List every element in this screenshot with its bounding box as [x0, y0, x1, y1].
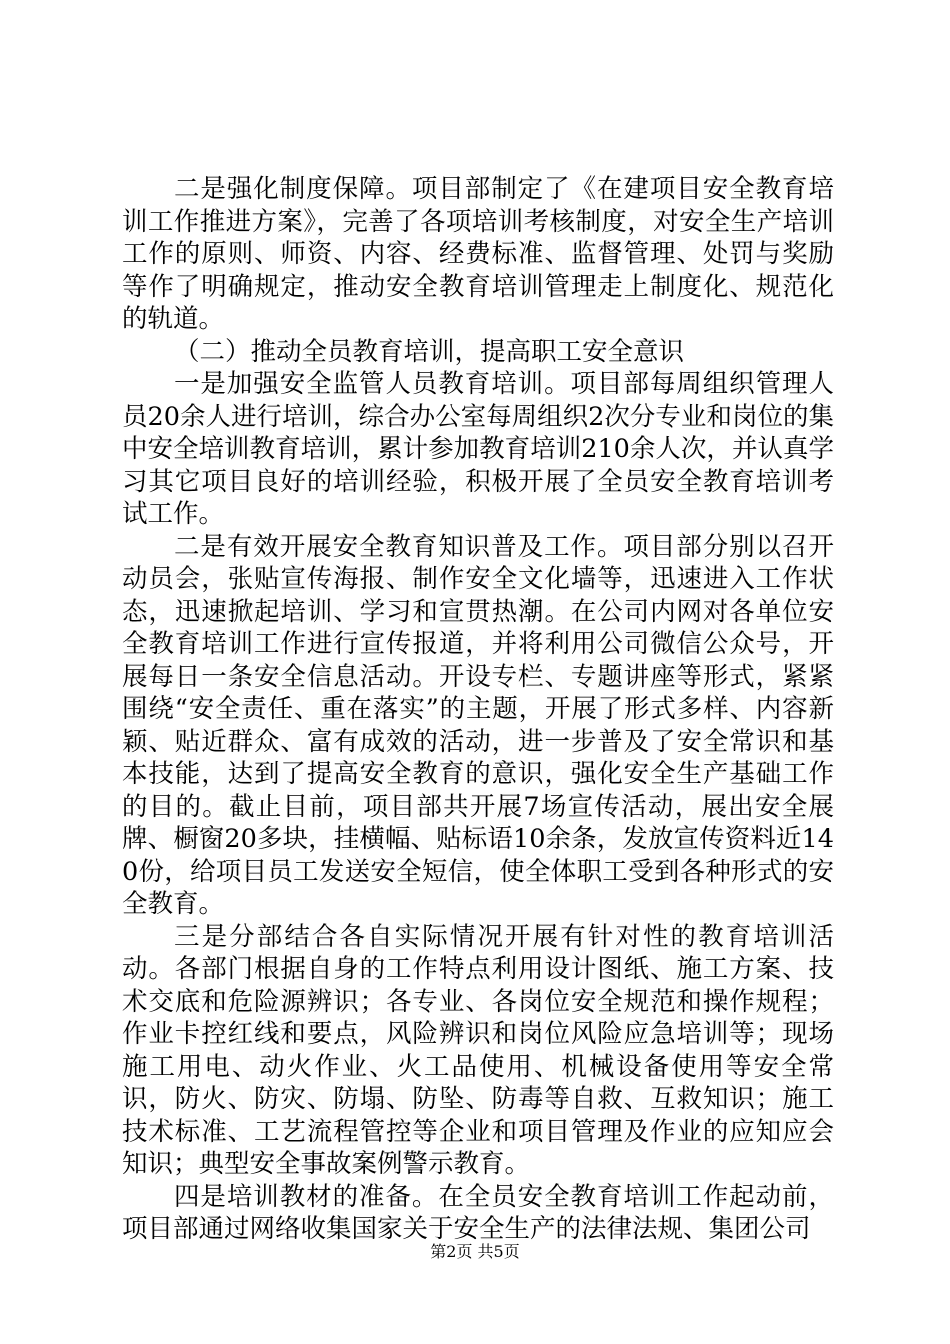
paragraph-training-materials: 四是培训教材的准备。在全员安全教育培训工作起动前，项目部通过网络收集国家关于安全生产的法律法规、集团公司	[122, 1181, 834, 1244]
paragraph-system-guarantee: 二是强化制度保障。项目部制定了《在建项目安全教育培训工作推进方案》，完善了各项培训考核制度，对安全生产培训工作的原则、师资、内容、经费标准、监督管理、处罚与奖励等作了明确规定，推动安全教育培训管理走上制度化、规范化的轨道。	[122, 174, 834, 334]
page-footer: 第2页 共5页	[430, 1242, 520, 1261]
document-body	[122, 173, 834, 1246]
section-heading-2: （二）推动全员教育培训，提高职工安全意识	[174, 336, 685, 367]
paragraph-knowledge-popularization: 二是有效开展安全教育知识普及工作。项目部分别以召开动员会，张贴宣传海报、制作安全文化墙等，迅速进入工作状态，迅速掀起培训、学习和宣贯热潮。在公司内网对各单位安全教育培训工作进行宣传报道，并将利用公司微信公众号，开展每日一条安全信息活动。开设专栏、专题讲座等形式，紧紧围绕“安全责任、重在落实”的主题，开展了形式多样、内容新颖、贴近群众、富有成效的活动，进一步普及了安全常识和基本技能，达到了提高安全教育的意识，强化安全生产基础工作的目的。截止目前，项目部共开展7场宣传活动，展出安全展牌、橱窗20多块，挂横幅、贴标语10余条，发放宣传资料近140份，给项目员工发送安全短信，使全体职工受到各种形式的安全教育。	[122, 531, 834, 919]
paragraph-supervisor-training: 一是加强安全监管人员教育培训。项目部每周组织管理人员20余人进行培训，综合办公室每周组织2次分专业和岗位的集中安全培训教育培训，累计参加教育培训210余人次，并认真学习其它项目良好的培训经验，积极开展了全员安全教育培训考试工作。	[122, 369, 834, 529]
paragraph-targeted-training: 三是分部结合各自实际情况开展有针对性的教育培训活动。各部门根据自身的工作特点利用设计图纸、施工方案、技术交底和危险源辨识；各专业、各岗位安全规范和操作规程；作业卡控红线和要点，风险辨识和岗位风险应急培训等；现场施工用电、动火作业、火工品使用、机械设备使用等安全常识，防火、防灾、防塌、防坠、防毒等自救、互救知识；施工技术标准、工艺流程管控等企业和项目管理及作业的应知应会知识；典型安全事故案例警示教育。	[122, 921, 834, 1179]
